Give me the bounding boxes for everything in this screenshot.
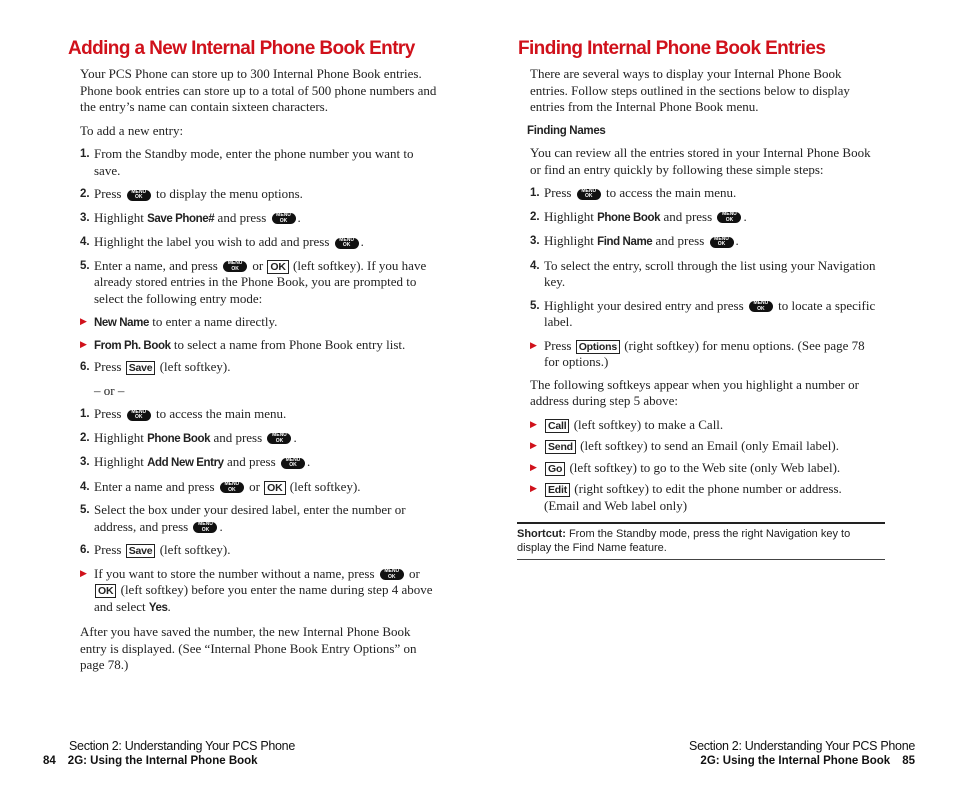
intro-paragraph: Your PCS Phone can store up to 300 Internal Phone Book entries. Phone book entries can store up to a total of 500 phone numbers and the entry’s name can contain sixteen characters.	[80, 66, 437, 114]
send-softkey: Send	[545, 440, 576, 454]
menu-item-label: Add New Entry	[147, 457, 224, 469]
bullet-arrow-icon: ▶	[530, 462, 537, 473]
menu-ok-key-icon: MENU OK	[380, 569, 404, 580]
step-number: 5.	[80, 504, 90, 516]
step-1	[530, 185, 880, 202]
step-number: 6.	[80, 361, 90, 373]
call-softkey: Call	[545, 419, 569, 433]
menu-ok-key-icon: MENU OK	[749, 301, 773, 312]
right-footer	[689, 739, 915, 767]
menu-item-label: Phone Book	[597, 211, 661, 224]
step-text: Press	[94, 186, 122, 201]
menu-item-label: Yes	[148, 601, 168, 614]
bullet-text: (left softkey) to make a Call.	[573, 416, 724, 432]
menu-ok-key-icon: MENU OK	[220, 482, 244, 493]
options-softkey: Options	[576, 340, 620, 354]
or-separator: – or –	[94, 382, 125, 398]
step-text: .	[219, 518, 223, 534]
menu-ok-key-icon: MENU OK	[272, 213, 296, 224]
menu-ok-key-icon: MENU OK	[127, 410, 151, 421]
page-title: Finding Internal Phone Book Entries	[518, 38, 826, 59]
bullet-options	[530, 338, 880, 371]
menu-item-label: From Ph. Book	[94, 339, 171, 352]
step-text: Press	[544, 185, 572, 200]
bullet-arrow-icon: ▶	[530, 441, 537, 451]
step-text: to access the main menu.	[155, 406, 287, 421]
right-page	[477, 0, 954, 795]
chapter-title: 2G: Using the Internal Phone Book	[700, 755, 891, 767]
bullet-from-ph-book	[80, 337, 440, 355]
step-text: Enter a name, and press	[94, 257, 218, 273]
step-number: 3.	[80, 211, 90, 224]
bullet-no-name	[80, 566, 440, 617]
to-add-line: To add a new entry:	[80, 122, 184, 138]
shortcut-text: From the Standby mode, press the right Navigation key to display the Find Name feature.	[517, 528, 851, 554]
bullet-new-name	[80, 314, 440, 332]
edit-softkey: Edit	[545, 483, 570, 497]
bullet-arrow-icon: ▶	[80, 339, 87, 350]
step-number: 1.	[80, 148, 90, 160]
left-body	[80, 66, 440, 681]
step-text: and press	[226, 454, 276, 469]
page-number: 84	[43, 755, 56, 767]
menu-ok-key-icon: MENU OK	[223, 261, 247, 272]
ok-softkey: OK	[264, 481, 285, 495]
step-text: Press	[94, 406, 122, 421]
left-footer	[43, 739, 295, 767]
step-text: Select the box under your desired label, enter the number or address, and press	[94, 502, 406, 534]
right-body	[517, 66, 880, 560]
alt-step-3	[80, 454, 440, 472]
step-text: .	[743, 208, 747, 224]
step-5	[80, 258, 440, 308]
step-text: Highlight	[94, 429, 144, 445]
softkeys-intro: The following softkeys appear when you highlight a number or address during step 5 above:	[530, 376, 859, 408]
step-4	[80, 234, 440, 251]
step-text: To select the entry, scroll through the list using your Navigation key.	[544, 257, 876, 289]
step-number: 1.	[80, 408, 90, 420]
menu-ok-key-icon: MENU OK	[710, 237, 734, 248]
step-text: .	[735, 233, 739, 248]
chapter-title: 2G: Using the Internal Phone Book	[67, 755, 258, 767]
step-text: Highlight	[544, 233, 594, 248]
menu-ok-key-icon: MENU OK	[281, 458, 305, 469]
step-text: (left softkey).	[289, 478, 361, 494]
menu-ok-key-icon: MENU OK	[717, 212, 741, 223]
step-2	[530, 209, 880, 227]
menu-ok-key-icon: MENU OK	[335, 238, 359, 249]
bullet-go	[530, 460, 880, 477]
step-number: 4.	[80, 236, 90, 248]
bullet-arrow-icon: ▶	[530, 340, 537, 351]
step-number: 3.	[530, 235, 540, 247]
step-text: and press	[663, 208, 713, 224]
bullet-arrow-icon: ▶	[80, 317, 87, 327]
alt-step-2	[80, 430, 440, 448]
bullet-arrow-icon: ▶	[80, 568, 87, 579]
step-text: Highlight your desired entry and press	[544, 297, 744, 313]
footer-chapter	[43, 755, 295, 767]
review-paragraph: You can review all the entries stored in your Internal Phone Book or find an entry quickly by following these simple steps:	[530, 145, 871, 177]
step-text: (left softkey).	[159, 542, 231, 557]
step-text: and press	[217, 209, 267, 225]
go-softkey: Go	[545, 462, 565, 476]
step-5	[530, 298, 880, 331]
step-text: Highlight	[544, 208, 594, 224]
alt-step-6	[80, 542, 440, 559]
bullet-text: to select a name from Phone Book entry list.	[173, 336, 406, 352]
bullet-text: to enter a name directly.	[152, 314, 278, 329]
menu-item-label: New Name	[94, 317, 149, 329]
menu-ok-key-icon: MENU OK	[193, 522, 217, 533]
step-text: (left softkey).	[159, 359, 231, 374]
step-text: and press	[655, 233, 705, 248]
step-number: 5.	[530, 299, 540, 312]
bullet-send	[530, 438, 880, 455]
step-6	[80, 359, 440, 376]
menu-ok-key-icon: MENU OK	[577, 189, 601, 200]
ok-softkey: OK	[95, 584, 116, 598]
shortcut-box	[517, 522, 885, 560]
bullet-text: or	[409, 565, 420, 581]
bullet-text: (right softkey) for menu options. (See page 78 for options.)	[544, 337, 865, 369]
bullet-text: If you want to store the number without a name, press	[94, 565, 375, 581]
step-3	[80, 210, 440, 228]
step-text: .	[293, 429, 297, 445]
bullet-text: .	[167, 598, 171, 614]
step-number: 2.	[80, 431, 90, 444]
step-text: Press	[94, 359, 122, 374]
step-text: Press	[94, 542, 122, 557]
bullet-text: Press	[544, 337, 572, 353]
step-number: 4.	[530, 259, 540, 272]
step-4	[530, 258, 880, 291]
step-2	[80, 186, 440, 203]
step-text: .	[297, 209, 301, 225]
step-text: (left softkey). If you have already stored entries in the Phone Book, you are prompted to select the following entry mode:	[94, 257, 427, 306]
menu-item-label: Save Phone#	[147, 212, 215, 225]
menu-ok-key-icon: MENU OK	[127, 190, 151, 201]
step-text: to access the main menu.	[605, 185, 737, 200]
step-text: to locate a specific label.	[544, 297, 876, 329]
step-number: 4.	[80, 480, 90, 493]
alt-step-4	[80, 479, 440, 496]
bullet-arrow-icon: ▶	[530, 484, 537, 494]
footer-section-title: Section 2: Understanding Your PCS Phone	[689, 739, 915, 753]
save-softkey: Save	[126, 544, 156, 558]
step-number: 3.	[80, 456, 90, 468]
save-softkey: Save	[126, 361, 156, 375]
intro-paragraph: There are several ways to display your Internal Phone Book entries. Follow steps outlined in the sections below to display entries from the Internal Phone Book menu.	[530, 66, 850, 114]
step-text: and press	[213, 429, 263, 445]
bullet-text: (left softkey) before you enter the name during step 4 above and select	[94, 582, 433, 614]
bullet-arrow-icon: ▶	[530, 419, 537, 430]
step-1	[80, 146, 440, 179]
alt-step-1	[80, 406, 440, 423]
ok-softkey: OK	[267, 260, 288, 274]
step-text: Highlight	[94, 454, 144, 469]
page-title: Adding a New Internal Phone Book Entry	[68, 38, 415, 59]
alt-step-5	[80, 502, 440, 535]
step-text: or	[249, 478, 260, 494]
bullet-text: (left softkey) to go to the Web site (only Web label).	[569, 459, 841, 475]
step-number: 1.	[530, 187, 540, 199]
step-text: to display the menu options.	[155, 186, 303, 201]
step-text: or	[252, 257, 264, 273]
menu-item-label: Find Name	[597, 236, 653, 248]
step-number: 2.	[530, 210, 540, 223]
step-text: Highlight	[94, 209, 144, 225]
step-number: 5.	[80, 259, 90, 272]
footer-section-title: Section 2: Understanding Your PCS Phone	[69, 739, 295, 753]
step-text: From the Standby mode, enter the phone number you want to save.	[94, 146, 414, 178]
step-text: .	[306, 454, 311, 469]
step-text: Enter a name and press	[94, 478, 215, 494]
bullet-edit	[530, 481, 880, 514]
section-subheading: Finding Names	[527, 124, 606, 137]
bullet-text: (left softkey) to send an Email (only Email label).	[580, 438, 839, 453]
step-number: 6.	[80, 544, 90, 556]
step-text: .	[360, 234, 364, 249]
menu-item-label: Phone Book	[147, 432, 211, 445]
menu-ok-key-icon: MENU OK	[267, 433, 291, 444]
shortcut-label: Shortcut:	[517, 528, 566, 540]
bullet-call	[530, 417, 880, 434]
step-number: 2.	[80, 188, 90, 200]
footer-chapter	[689, 755, 915, 767]
step-3	[530, 233, 880, 251]
step-text: Highlight the label you wish to add and press	[94, 234, 330, 249]
page-number: 85	[902, 755, 915, 767]
outro-paragraph: After you have saved the number, the new Internal Phone Book entry is displayed. (See “Internal Phone Book Entry Options” on page 78.)	[80, 624, 417, 672]
bullet-text: (right softkey) to edit the phone number or address. (Email and Web label only)	[544, 481, 842, 513]
